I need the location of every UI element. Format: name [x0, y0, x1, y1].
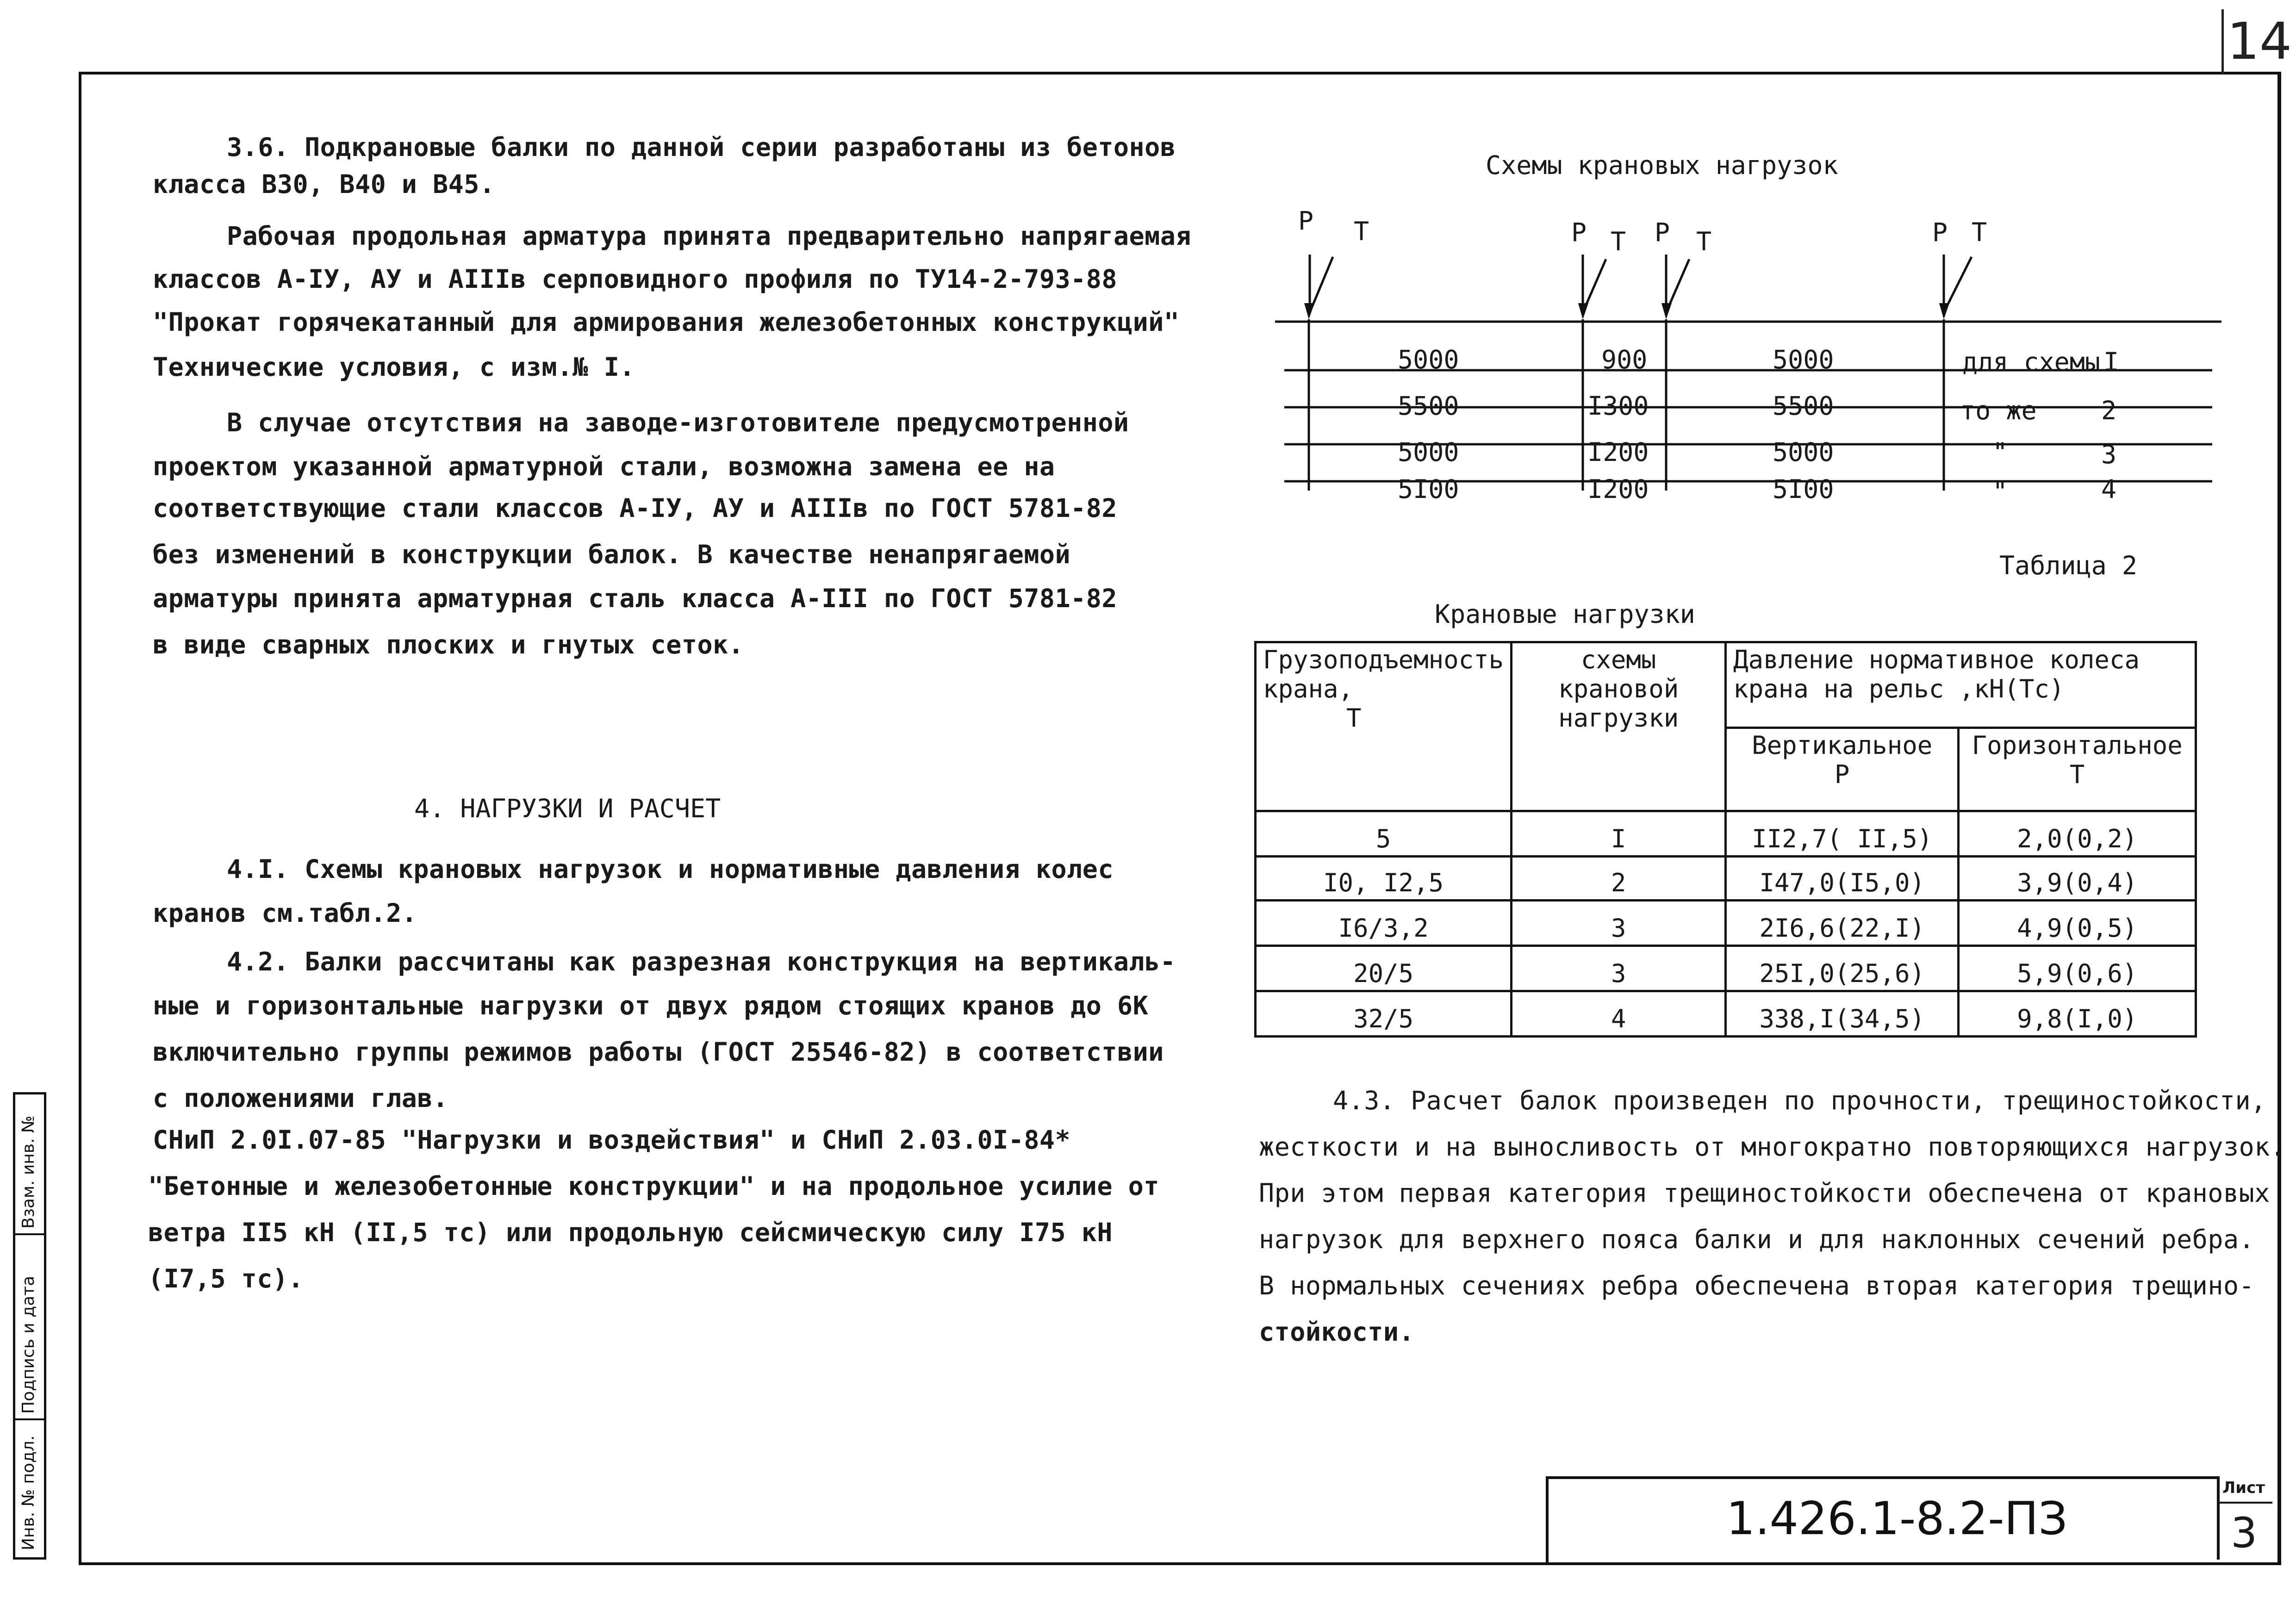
table-row	[1256, 857, 2196, 901]
cell-horizontal: 9,8(I,0)	[1959, 991, 2196, 1037]
para-4-3-line2: жесткости и на выносливость от многократно повторяющихся нагрузок.	[1259, 1132, 2286, 1162]
para-reinf-line1: Рабочая продольная арматура принята предварительно напрягаемая	[227, 221, 1191, 251]
page-corner-number: 14	[2227, 12, 2292, 71]
corner-divider	[2221, 9, 2224, 74]
header-scheme	[1512, 642, 1726, 811]
scheme-row4-label: "	[1992, 477, 2008, 506]
para-4-2-line1: 4.2. Балки рассчитаны как разрезная конструкция на вертикаль-	[227, 947, 1176, 976]
scheme-row1-label: для схемы	[1962, 347, 2101, 377]
cell-vertical: I47,0(I5,0)	[1726, 857, 1959, 901]
scheme-row1-a: 5000	[1398, 345, 1459, 374]
scheme-row1-num: I	[2103, 347, 2119, 377]
scheme-load-t2: T	[1611, 227, 1626, 256]
scheme-load-p3: P	[1655, 218, 1670, 247]
header-vertical-label: Вертикальное	[1752, 731, 1933, 760]
sheet-number: 3	[2231, 1509, 2258, 1557]
cell-capacity: I0, I2,5	[1256, 857, 1512, 901]
cell-vertical: 2I6,6(22,I)	[1726, 901, 1959, 946]
cell-horizontal: 5,9(0,6)	[1959, 946, 2196, 991]
crane-loads-table	[1254, 641, 2197, 1038]
cell-capacity: 5	[1256, 811, 1512, 857]
header-scheme-line1: схемы	[1580, 645, 1656, 674]
scheme-row4-num: 4	[2101, 474, 2117, 504]
para-4-2-line3: включительно группы режимов работы (ГОСТ 25546-82) в соответствии	[153, 1037, 1164, 1067]
scheme-row4-b: I200	[1587, 474, 1649, 504]
scheme-load-p2: P	[1571, 218, 1587, 247]
para-4-3-line1: 4.3. Расчет балок произведен по прочности, трещиностойкости,	[1333, 1086, 2266, 1115]
cell-scheme: 2	[1512, 857, 1726, 901]
table-header-row	[1256, 642, 2196, 728]
strip-cell-replacement	[15, 1094, 44, 1235]
document-code: 1.426.1-8.2-ПЗ	[1726, 1492, 2068, 1545]
para-reinf-line2: классов А-IУ, АУ и АIIIв серповидного профиля по ТУ14-2-793-88	[153, 264, 1117, 294]
header-capacity-unit: Т	[1346, 703, 1362, 733]
scheme-row2-b: I300	[1587, 391, 1649, 421]
cell-capacity: I6/3,2	[1256, 901, 1512, 946]
para-3-6-line2: класса В30, В40 и В45.	[153, 169, 495, 199]
scheme-row3-label: "	[1992, 437, 2008, 467]
table-row	[1256, 901, 2196, 946]
para-reinf-line4: Технические условия, с изм.№ I.	[153, 352, 635, 382]
para-repl-line6: в виде сварных плоских и гнутых сеток.	[153, 630, 744, 659]
header-horizontal-sym: T	[2069, 760, 2085, 789]
scheme-row4-a: 5I00	[1398, 474, 1459, 504]
strip-inventory-label: Инв. № подл.	[19, 1435, 38, 1550]
strip-cell-signature	[15, 1233, 44, 1420]
scheme-row3-c: 5000	[1773, 437, 1834, 467]
header-horizontal-label: Горизонтальное	[1972, 731, 2183, 760]
para-4-3-line4: нагрузок для верхнего пояса балки и для наклонных сечений ребра.	[1259, 1225, 2255, 1254]
para-4-2-line2: ные и горизонтальные нагрузки от двух рядом стоящих кранов до 6К	[153, 991, 1149, 1020]
para-4-3-line6: стойкости.	[1259, 1317, 1415, 1347]
header-capacity	[1256, 642, 1512, 811]
scheme-row2-a: 5500	[1398, 391, 1459, 421]
para-4-1-line1: 4.I. Схемы крановых нагрузок и нормативные давления колес	[227, 854, 1114, 884]
header-scheme-line2: крановой	[1558, 674, 1679, 703]
cell-vertical: 25I,0(25,6)	[1726, 946, 1959, 991]
cell-vertical: 338,I(34,5)	[1726, 991, 1959, 1037]
scheme-row3-num: 3	[2101, 440, 2117, 469]
cell-vertical: II2,7( II,5)	[1726, 811, 1959, 857]
header-scheme-line3: нагрузки	[1558, 703, 1679, 733]
strip-cell-inventory	[15, 1418, 44, 1553]
table-row	[1256, 811, 2196, 857]
para-4-2-line4: с положениями глав.	[153, 1083, 448, 1113]
para-4-3-line3: При этом первая категория трещиностойкости обеспечена от крановых	[1259, 1178, 2270, 1208]
scheme-row2-label: то же	[1960, 396, 2037, 425]
cell-scheme: I	[1512, 811, 1726, 857]
table2-caption: Таблица 2	[1999, 551, 2138, 580]
sheet-label: Лист	[2222, 1479, 2265, 1497]
scheme-load-p1: P	[1298, 206, 1314, 236]
header-capacity-line2: крана,	[1263, 674, 1354, 703]
scheme-load-t3: T	[1696, 227, 1712, 256]
header-vertical	[1726, 728, 1959, 811]
cell-horizontal: 3,9(0,4)	[1959, 857, 2196, 901]
cell-scheme: 3	[1512, 901, 1726, 946]
para-4-2-line7: ветра II5 кН (II,5 тс) или продольную сейсмическую силу I75 кН	[148, 1218, 1113, 1247]
para-repl-line2: проектом указанной арматурной стали, возможна замена ее на	[153, 452, 1055, 481]
para-4-2-line8: (I7,5 тс).	[148, 1264, 304, 1293]
para-4-1-line2: кранов см.табл.2.	[153, 898, 417, 928]
para-repl-line5: арматуры принята арматурная сталь класса А-III по ГОСТ 5781-82	[153, 584, 1117, 613]
side-stamp-strip	[13, 1092, 46, 1560]
para-4-3-line5: В нормальных сечениях ребра обеспечена вторая категория трещино-	[1259, 1271, 2255, 1300]
para-4-2-line6: "Бетонные и железобетонные конструкции" и на продольное усилие от	[148, 1171, 1159, 1201]
cell-capacity: 20/5	[1256, 946, 1512, 991]
scheme-load-t1: T	[1354, 217, 1369, 246]
header-horizontal	[1959, 728, 2196, 811]
scheme-row3-a: 5000	[1398, 437, 1459, 467]
scheme-row2-num: 2	[2101, 396, 2117, 425]
para-4-2-line5: СНиП 2.0I.07-85 "Нагрузки и воздействия" и СНиП 2.03.0I-84*	[153, 1125, 1071, 1155]
header-pressure	[1726, 642, 2196, 728]
table-row	[1256, 946, 2196, 991]
cell-horizontal: 2,0(0,2)	[1959, 811, 2196, 857]
scheme-row4-c: 5I00	[1773, 474, 1834, 504]
strip-signature-label: Подпись и дата	[19, 1275, 38, 1414]
para-3-6-line1: 3.6. Подкрановые балки по данной серии разработаны из бетонов	[227, 132, 1176, 162]
strip-replacement-label: Взам. инв. №	[19, 1115, 38, 1229]
scheme-row1-b: 900	[1601, 345, 1648, 374]
para-repl-line4: без изменений в конструкции балок. В качестве ненапрягаемой	[153, 540, 1071, 569]
para-reinf-line3: "Прокат горячекатанный для армирования железобетонных конструкций"	[153, 307, 1180, 337]
section-4-heading: 4. НАГРУЗКИ И РАСЧЕТ	[414, 794, 721, 823]
table2-title: Крановые нагрузки	[1435, 599, 1695, 629]
sheet-divider	[2217, 1502, 2272, 1504]
para-repl-line3: соответствующие стали классов А-IУ, АУ и АIIIв по ГОСТ 5781-82	[153, 493, 1117, 523]
cell-horizontal: 4,9(0,5)	[1959, 901, 2196, 946]
scheme-row2-c: 5500	[1773, 391, 1834, 421]
header-vertical-sym: P	[1834, 760, 1850, 789]
header-capacity-line1: Грузоподъемность	[1263, 645, 1504, 674]
para-repl-line1: В случае отсутствия на заводе-изготовителе предусмотренной	[227, 408, 1129, 437]
scheme-row1-c: 5000	[1773, 345, 1834, 374]
schemes-title: Схемы крановых нагрузок	[1486, 150, 1838, 180]
cell-scheme: 4	[1512, 991, 1726, 1037]
scheme-load-t4: T	[1972, 218, 1987, 247]
scheme-row3-b: I200	[1587, 437, 1649, 467]
cell-capacity: 32/5	[1256, 991, 1512, 1037]
header-pressure-line2: крана на рельс ,кН(Тс)	[1733, 674, 2065, 703]
header-pressure-line1: Давление нормативное колеса	[1733, 645, 2140, 674]
table-row	[1256, 991, 2196, 1037]
scheme-load-p4: P	[1932, 218, 1948, 247]
cell-scheme: 3	[1512, 946, 1726, 991]
